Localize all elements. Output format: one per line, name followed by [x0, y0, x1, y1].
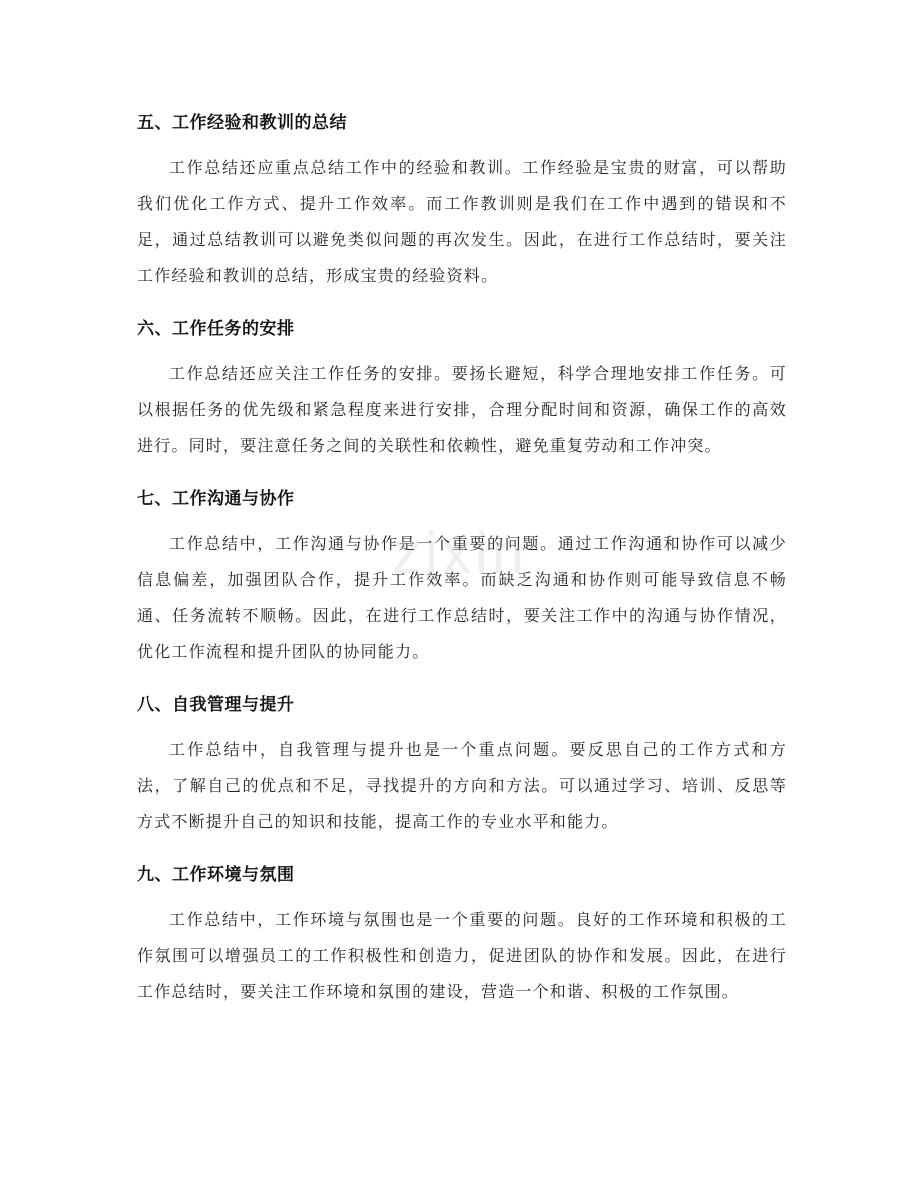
section-paragraph: 工作总结中，工作沟通与协作是一个重要的问题。通过工作沟通和协作可以减少信息偏差，加强团队合作，提升工作效率。而缺乏沟通和协作则可能导致信息不畅通、任务流转不顺畅。因此，在进行工作总结时，要关注工作中的沟通与协作情况，优化工作流程和提升团队的协同能力。 — [137, 534, 787, 661]
section-6 — [137, 310, 787, 464]
section-8 — [137, 686, 787, 840]
section-paragraph: 工作总结还应重点总结工作中的经验和教训。工作经验是宝贵的财富，可以帮助我们优化工作方式、提升工作效率。而工作教训则是我们在工作中遇到的错误和不足，通过总结教训可以避免类似问题的再次发生。因此，在进行工作总结时，要关注工作经验和教训的总结，形成宝贵的经验资料。 — [137, 158, 787, 285]
section-9 — [137, 856, 787, 1010]
section-7 — [137, 480, 787, 670]
watermark: zixin — [391, 521, 529, 586]
section-paragraph: 工作总结中，自我管理与提升也是一个重点问题。要反思自己的工作方式和方法，了解自己的优点和不足，寻找提升的方向和方法。可以通过学习、培训、反思等方式不断提升自己的知识和技能，提高工作的专业水平和能力。 — [137, 740, 787, 831]
section-title: 八、自我管理与提升 — [137, 695, 295, 715]
section-5 — [137, 104, 787, 294]
section-title: 五、工作经验和教训的总结 — [137, 113, 347, 133]
section-title: 六、工作任务的安排 — [137, 319, 295, 339]
section-title: 七、工作沟通与协作 — [137, 489, 295, 509]
section-paragraph: 工作总结中，工作环境与氛围也是一个重要的问题。良好的工作环境和积极的工作氛围可以增强员工的工作积极性和创造力，促进团队的协作和发展。因此，在进行工作总结时，要关注工作环境和氛围的建设，营造一个和谐、积极的工作氛围。 — [137, 910, 787, 1001]
section-paragraph: 工作总结还应关注工作任务的安排。要扬长避短，科学合理地安排工作任务。可以根据任务的优先级和紧急程度来进行安排，合理分配时间和资源，确保工作的高效进行。同时，要注意任务之间的关联性和依赖性，避免重复劳动和工作冲突。 — [137, 364, 787, 455]
document-content — [137, 104, 787, 1026]
section-title: 九、工作环境与氛围 — [137, 865, 295, 885]
